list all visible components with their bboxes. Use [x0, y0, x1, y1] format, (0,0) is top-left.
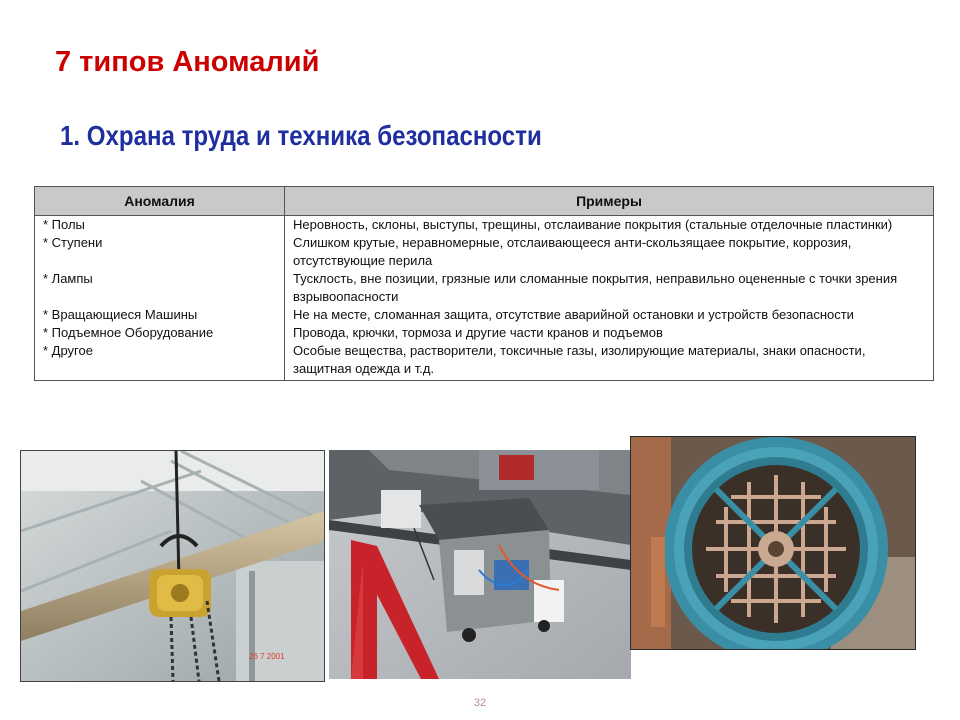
table-row	[35, 342, 934, 381]
slide-subtitle: 1. Охрана труда и техника безопасности	[60, 120, 542, 151]
examples-cell: Слишком крутые, неравномерные, отслаивающееся анти-скользящаее покрытие, коррозия, отсутствующие перила	[285, 234, 934, 270]
photo-chain-hoist	[20, 450, 325, 682]
anomaly-table	[34, 186, 934, 381]
table-row	[35, 234, 934, 270]
anomaly-cell: * Ступени	[35, 234, 285, 270]
table-row	[35, 270, 934, 306]
photo-machine-base	[329, 450, 631, 679]
examples-cell: Особые вещества, растворители, токсичные газы, изолирующие материалы, знаки опасности, защитная одежда и т.д.	[285, 342, 934, 381]
table-row	[35, 324, 934, 342]
chain-hoist-image	[21, 451, 324, 681]
header-anomaly: Аномалия	[35, 187, 285, 216]
date-stamp: 26 7 2001	[249, 652, 285, 661]
examples-cell: Неровность, склоны, выступы, трещины, отслаивание покрытия (стальные отделочные пластинки)	[285, 216, 934, 235]
photo-motor-fan	[630, 436, 916, 650]
table-row	[35, 216, 934, 235]
motor-fan-image	[631, 437, 915, 649]
anomaly-cell: * Лампы	[35, 270, 285, 306]
examples-cell: Провода, крючки, тормоза и другие части кранов и подъемов	[285, 324, 934, 342]
header-examples: Примеры	[285, 187, 934, 216]
anomaly-cell: * Полы	[35, 216, 285, 235]
anomaly-cell: * Подъемное Оборудование	[35, 324, 285, 342]
anomaly-cell: * Вращающиеся Машины	[35, 306, 285, 324]
table-row	[35, 306, 934, 324]
examples-cell: Не на месте, сломанная защита, отсутствие аварийной остановки и устройств безопасности	[285, 306, 934, 324]
page-number: 32	[473, 697, 487, 709]
table-header-row	[35, 187, 934, 216]
examples-cell: Тусклость, вне позиции, грязные или сломанные покрытия, неправильно оцененные с точки зрения взрывоопасности	[285, 270, 934, 306]
anomaly-cell: * Другое	[35, 342, 285, 381]
machine-base-image	[329, 450, 631, 679]
slide-title: 7 типов Аномалий	[55, 46, 320, 78]
